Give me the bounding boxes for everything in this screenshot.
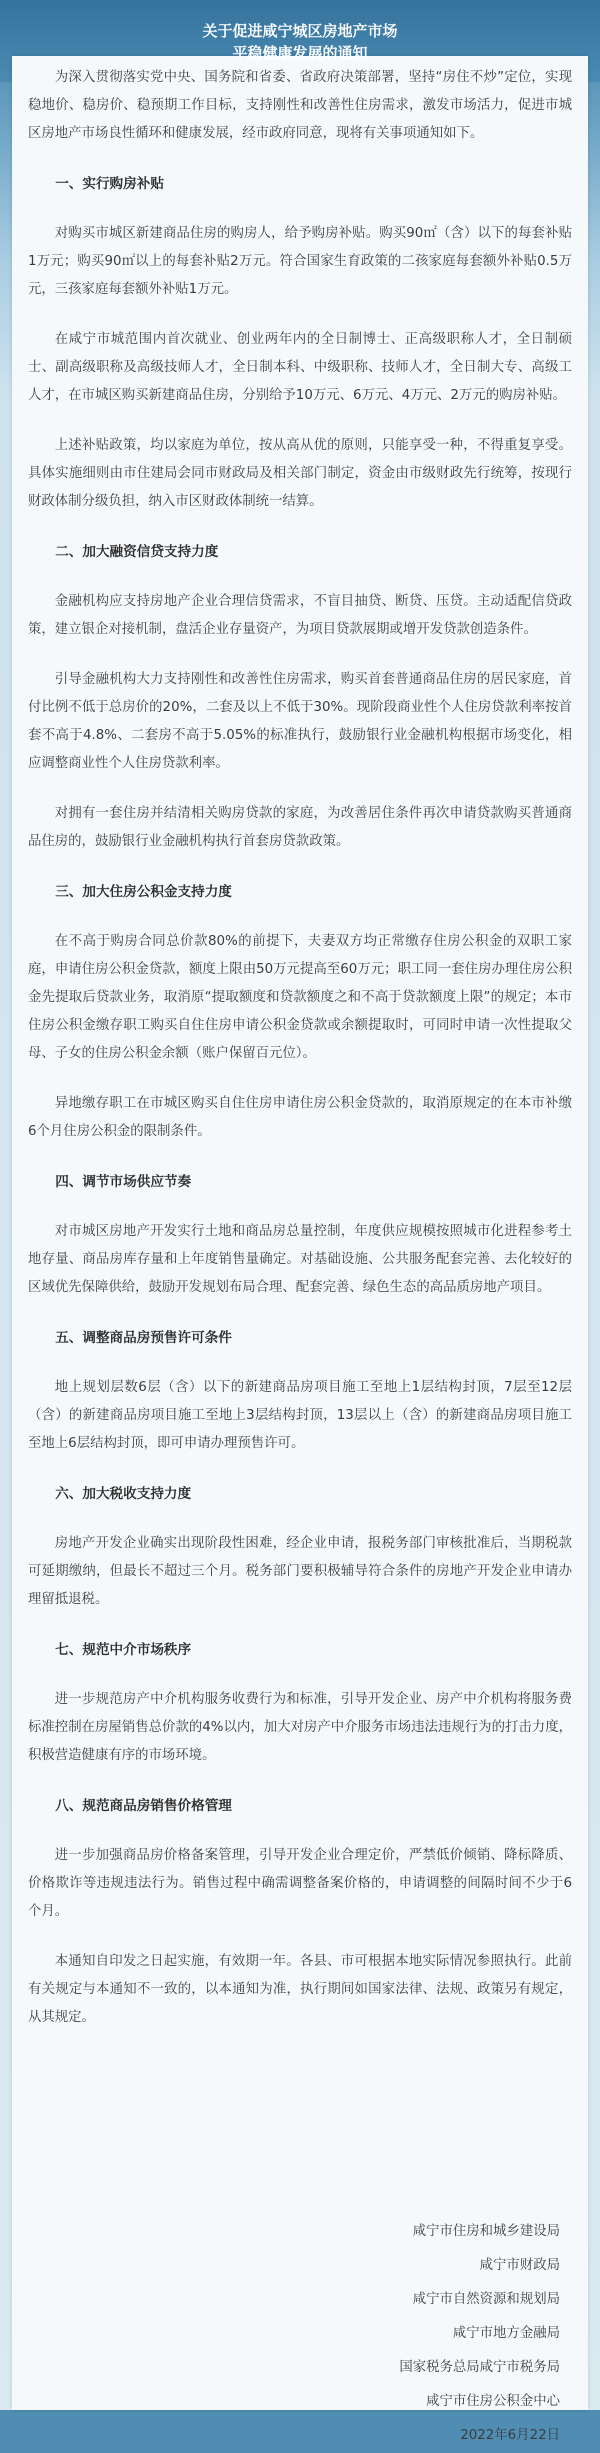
body-paragraph: 对拥有一套住房并结清相关购房贷款的家庭，为改善居住条件再次申请贷款购买普通商品住房的，鼓励银行业金融机构执行首套房贷款政策。 bbox=[28, 806, 572, 849]
section-heading: 一、实行购房补贴 bbox=[55, 176, 164, 192]
section-heading: 三、加大住房公积金支持力度 bbox=[55, 884, 232, 900]
section-heading: 四、调节市场供应节奏 bbox=[55, 1174, 192, 1190]
issuing-agency: 咸宁市自然资源和规划局 bbox=[412, 2292, 560, 2307]
issuing-agency: 咸宁市住房公积金中心 bbox=[426, 2394, 560, 2409]
section-heading: 八、规范商品房销售价格管理 bbox=[55, 1798, 232, 1814]
body-paragraph: 对市城区房地产开发实行土地和商品房总量控制，年度供应规模按照城市化进程参考土地存量、商品房库存量和上年度销售量确定。对基础设施、公共服务配套完善、去化较好的区域优先保障供给，鼓励开发规划布局合理、配套完善、绿色生态的高品质房地产项目。 bbox=[28, 1224, 572, 1295]
title-line-2: 平稳健康发展的通知 bbox=[232, 44, 368, 62]
section-heading: 五、调整商品房预售许可条件 bbox=[55, 1330, 232, 1346]
body-paragraph: 房地产开发企业确实出现阶段性困难，经企业申请，报税务部门审核批准后，当期税款可延期缴纳，但最长不超过三个月。税务部门要积极辅导符合条件的房地产开发企业申请办理留抵退税。 bbox=[28, 1536, 572, 1607]
issuing-agency: 咸宁市住房和城乡建设局 bbox=[412, 2224, 560, 2239]
document-title bbox=[0, 20, 600, 64]
issuing-agency: 国家税务总局咸宁市税务局 bbox=[399, 2360, 560, 2375]
body-paragraph: 上述补贴政策，均以家庭为单位，按从高从优的原则，只能享受一种，不得重复享受。具体实施细则由市住建局会同市财政局及相关部门制定，资金由市级财政先行统筹，按现行财政体制分级负担，纳入市区财政体制统一结算。 bbox=[28, 438, 572, 509]
signoff-block bbox=[399, 2215, 560, 2453]
title-line-1: 关于促进咸宁城区房地产市场 bbox=[202, 22, 398, 40]
issuing-agency: 咸宁市财政局 bbox=[479, 2258, 560, 2273]
body-paragraph: 引导金融机构大力支持刚性和改善性住房需求，购买首套普通商品住房的居民家庭，首付比例不低于总房价的20%，二套及以上不低于30%。现阶段商业性个人住房贷款利率按首套不高于4.8%、二套房不高于5.05%的标准执行，鼓励银行业金融机构根据市场变化，相应调整商业性个人住房贷款利率。 bbox=[28, 672, 572, 771]
body-paragraph: 金融机构应支持房地产企业合理信贷需求，不盲目抽贷、断贷、压贷。主动适配信贷政策，建立银企对接机制，盘活企业存量资产，为项目贷款展期或增开发贷款创造条件。 bbox=[28, 594, 572, 637]
issuing-agency: 咸宁市地方金融局 bbox=[452, 2326, 560, 2341]
body-paragraph: 对购买市城区新建商品住房的购房人，给予购房补贴。购买90㎡（含）以下的每套补贴1万元；购买90㎡以上的每套补贴2万元。符合国家生育政策的二孩家庭每套额外补贴0.5万元，三孩家庭每套额外补贴1万元。 bbox=[28, 226, 572, 297]
document-body bbox=[28, 64, 572, 2054]
section-heading: 二、加大融资信贷支持力度 bbox=[55, 544, 219, 560]
section-heading: 七、规范中介市场秩序 bbox=[55, 1642, 192, 1658]
body-paragraph: 进一步规范房产中介机构服务收费行为和标准，引导开发企业、房产中介机构将服务费标准控制在房屋销售总价款的4%以内，加大对房产中介服务市场违法违规行为的打击力度，积极营造健康有序的市场环境。 bbox=[28, 1692, 572, 1763]
section-heading: 六、加大税收支持力度 bbox=[55, 1486, 192, 1502]
body-paragraph: 本通知自印发之日起实施，有效期一年。各县、市可根据本地实际情况参照执行。此前有关规定与本通知不一致的，以本通知为准，执行期间如国家法律、法规、政策另有规定，从其规定。 bbox=[28, 1954, 572, 2025]
body-paragraph: 地上规划层数6层（含）以下的新建商品房项目施工至地上1层结构封顶，7层至12层（含）的新建商品房项目施工至地上3层结构封顶，13层以上（含）的新建商品房项目施工至地上6层结构封顶，即可申请办理预售许可。 bbox=[28, 1380, 572, 1451]
body-paragraph: 在咸宁市城范围内首次就业、创业两年内的全日制博士、正高级职称人才，全日制硕士、副高级职称及高级技师人才，全日制本科、中级职称、技师人才，全日制大专、高级工人才，在市城区购买新建商品住房，分别给予10万元、6万元、4万元、2万元的购房补贴。 bbox=[28, 332, 572, 403]
body-paragraph: 在不高于购房合同总价款80%的前提下，夫妻双方均正常缴存住房公积金的双职工家庭，申请住房公积金贷款，额度上限由50万元提高至60万元；职工同一套住房办理住房公积金先提取后贷款业务，取消原“提取额度和贷款额度之和不高于贷款额度上限”的规定；本市住房公积金缴存职工购买自住住房申请公积金贷款或余额提取时，可同时申请一次性提取父母、子女的住房公积金余额（账户保留百元位）。 bbox=[28, 934, 572, 1061]
issue-date: 2022年6月22日 bbox=[460, 2428, 560, 2443]
body-paragraph: 异地缴存职工在市城区购买自住住房申请住房公积金贷款的，取消原规定的在本市补缴6个月住房公积金的限制条件。 bbox=[28, 1096, 572, 1139]
body-paragraph: 为深入贯彻落实党中央、国务院和省委、省政府决策部署，坚持“房住不炒”定位，实现稳地价、稳房价、稳预期工作目标，支持刚性和改善性住房需求，激发市场活力，促进市城区房地产市场良性循环和健康发展，经市政府同意，现将有关事项通知如下。 bbox=[28, 70, 572, 141]
body-paragraph: 进一步加强商品房价格备案管理，引导开发企业合理定价，严禁低价倾销、降标降质、价格欺诈等违规违法行为。销售过程中确需调整备案价格的，申请调整的间隔时间不少于6个月。 bbox=[28, 1848, 572, 1919]
